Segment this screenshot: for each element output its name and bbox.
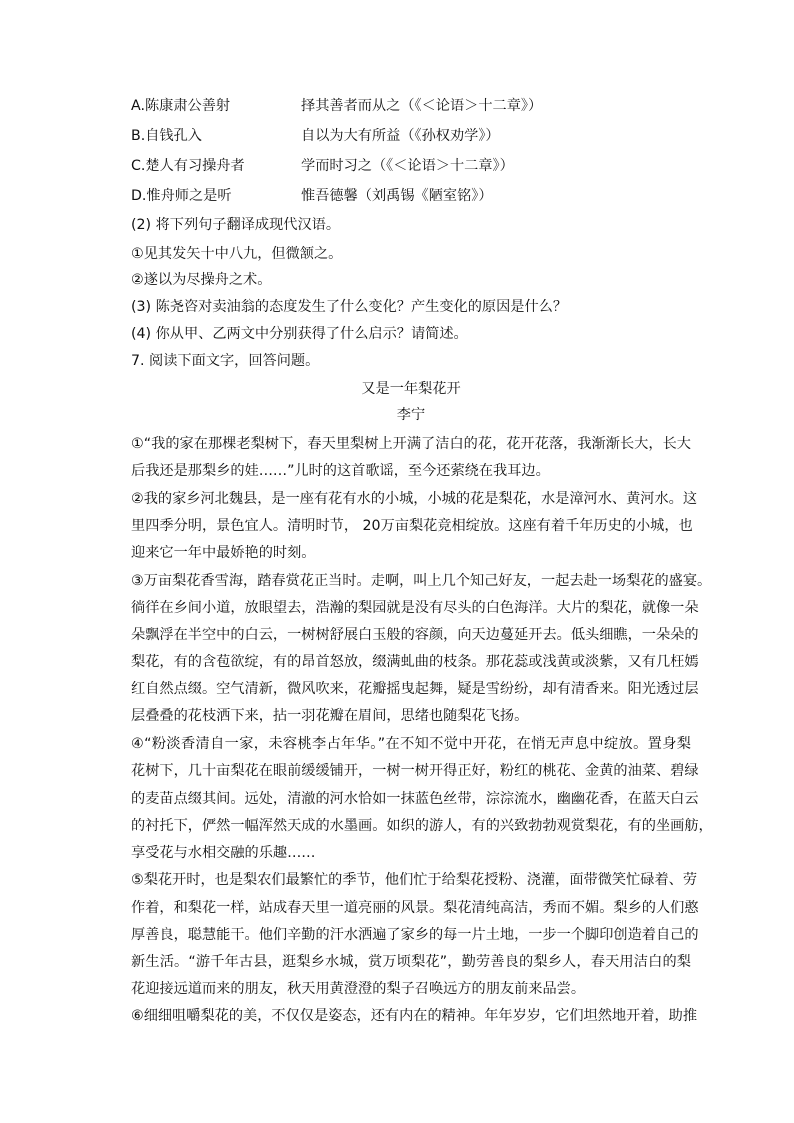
option-reference: 择其善者而从之（《＜论语＞十二章》） [301, 98, 543, 114]
article-line: ④“粉淡香清自一家，未容桃李占年华。”在不知不觉中开花，在悄无声息中绽放。置身梨 [131, 736, 691, 752]
article-title: 又是一年梨花开 [361, 381, 461, 397]
question-7: 7. 阅读下面文字，回答问题。 [131, 353, 320, 369]
article-author: 李宁 [396, 407, 426, 423]
article-line: 层叠叠的花枝洒下来，拈一羽花瓣在眉间，思绪也随梨花飞扬。 [131, 708, 529, 724]
article-line: 厚善良，聪慧能干。他们辛勤的汗水洒遍了家乡的每一片土地，一步一个脚印创造着自己的 [131, 927, 699, 943]
question-3: (3) 陈尧咨对卖油翁的态度发生了什么变化？产生变化的原因是什么？ [131, 299, 568, 315]
article-line: 徜徉在乡间小道，放眼望去，浩瀚的梨园就是没有尽头的白色海洋。大片的梨花，就像一朵 [131, 600, 699, 616]
question-2: (2) 将下列句子翻译成现代汉语。 [131, 217, 341, 233]
article-line: ③万亩梨花香雪海，踏春赏花正当时。走啊，叫上几个知己好友，一起去赴一场梨花的盛宴。 [131, 573, 712, 589]
option-reference: 自以为大有所益（《孙权劝学》） [301, 128, 500, 144]
option-sentence: C.楚人有习操舟者 [131, 158, 245, 174]
article-line: 享受花与水相交融的乐趣…… [131, 845, 316, 861]
option-sentence: A.陈康肃公善射 [131, 98, 231, 114]
article-line: 梨花，有的含苞欲绽，有的昂首怒放，缀满虬曲的枝条。那花蕊或浅黄或淡紫，又有几枉嫣 [131, 654, 699, 670]
question-2-sentence-2: ②遂以为尽操舟之术。 [131, 272, 272, 288]
article-line: ②我的家乡河北魏县，是一座有花有水的小城，小城的花是梨花，水是漳河水、黄河水。这 [131, 491, 698, 507]
article-line: 作着，和梨花一样，站成春天里一道亮丽的风景。梨花清纯高洁，秀而不媚。梨乡的人们憨 [131, 900, 699, 916]
article-line: ①“我的家在那棵老梨树下，春天里梨树上开满了洁白的花，花开花落，我渐渐长大，长大 [131, 436, 691, 452]
article-line: ⑥细细咀嚼梨花的美，不仅仅是姿态，还有内在的精神。年年岁岁，它们坦然地开着，助推 [131, 1008, 698, 1024]
article-line: 后我还是那梨乡的娃……”儿时的这首歌谣，至今还萦绕在我耳边。 [131, 463, 550, 479]
article-line: 的麦苗点缀其间。远处，清澈的河水恰如一抹蓝色丝带，淙淙流水，幽幽花香，在蓝天白云 [131, 791, 699, 807]
article-line: 迎来它一年中最娇艳的时刻。 [131, 545, 316, 561]
article-line: 的衬托下，俨然一幅浑然天成的水墨画。如织的游人，有的兴致勃勃观赏梨花，有的坐画舫， [131, 818, 713, 834]
article-line: 朵飘浮在半空中的白云，一树树舒展白玉般的容颜，向天边蔓延开去。低头细瞧，一朵朵的 [131, 627, 699, 643]
article-line: ⑤梨花开时，也是梨农们最繁忙的季节，他们忙于给梨花授粉、浇灌，面带微笑忙碌着、劳 [131, 872, 698, 888]
article-line: 花树下，几十亩梨花在眼前缓缓铺开，一树一树开得正好，粉红的桃花、金黄的油菜、碧绿 [131, 763, 699, 779]
article-line: 花迎接远道而来的朋友，秋天用黄澄澄的梨子召唤远方的朋友前来品尝。 [131, 981, 586, 997]
question-2-sentence-1: ①见其发矢十中八九，但微颔之。 [131, 246, 343, 262]
article-line: 新生活。“游千年古县，逛梨乡水城，赏万顷梨花”，勤劳善良的梨乡人，春天用洁白的梨 [131, 954, 691, 970]
article-line: 里四季分明，景色宜人。清明时节， 20万亩梨花竞相绽放。这座有着千年历史的小城，也 [131, 518, 693, 534]
option-sentence: B.自钱孔入 [131, 128, 202, 144]
option-sentence: D.惟舟师之是听 [131, 188, 232, 204]
option-reference: 惟吾德馨（刘禹锡《陋室铭》） [301, 188, 493, 204]
option-reference: 学而时习之（《＜论语＞十二章》） [301, 158, 514, 174]
question-4: (4) 你从甲、乙两文中分别获得了什么启示？请简述。 [131, 326, 468, 342]
article-line: 红自然点缀。空气清新，微风吹来，花瓣摇曳起舞，疑是雪纷纷，却有清香来。阳光透过层 [131, 681, 699, 697]
